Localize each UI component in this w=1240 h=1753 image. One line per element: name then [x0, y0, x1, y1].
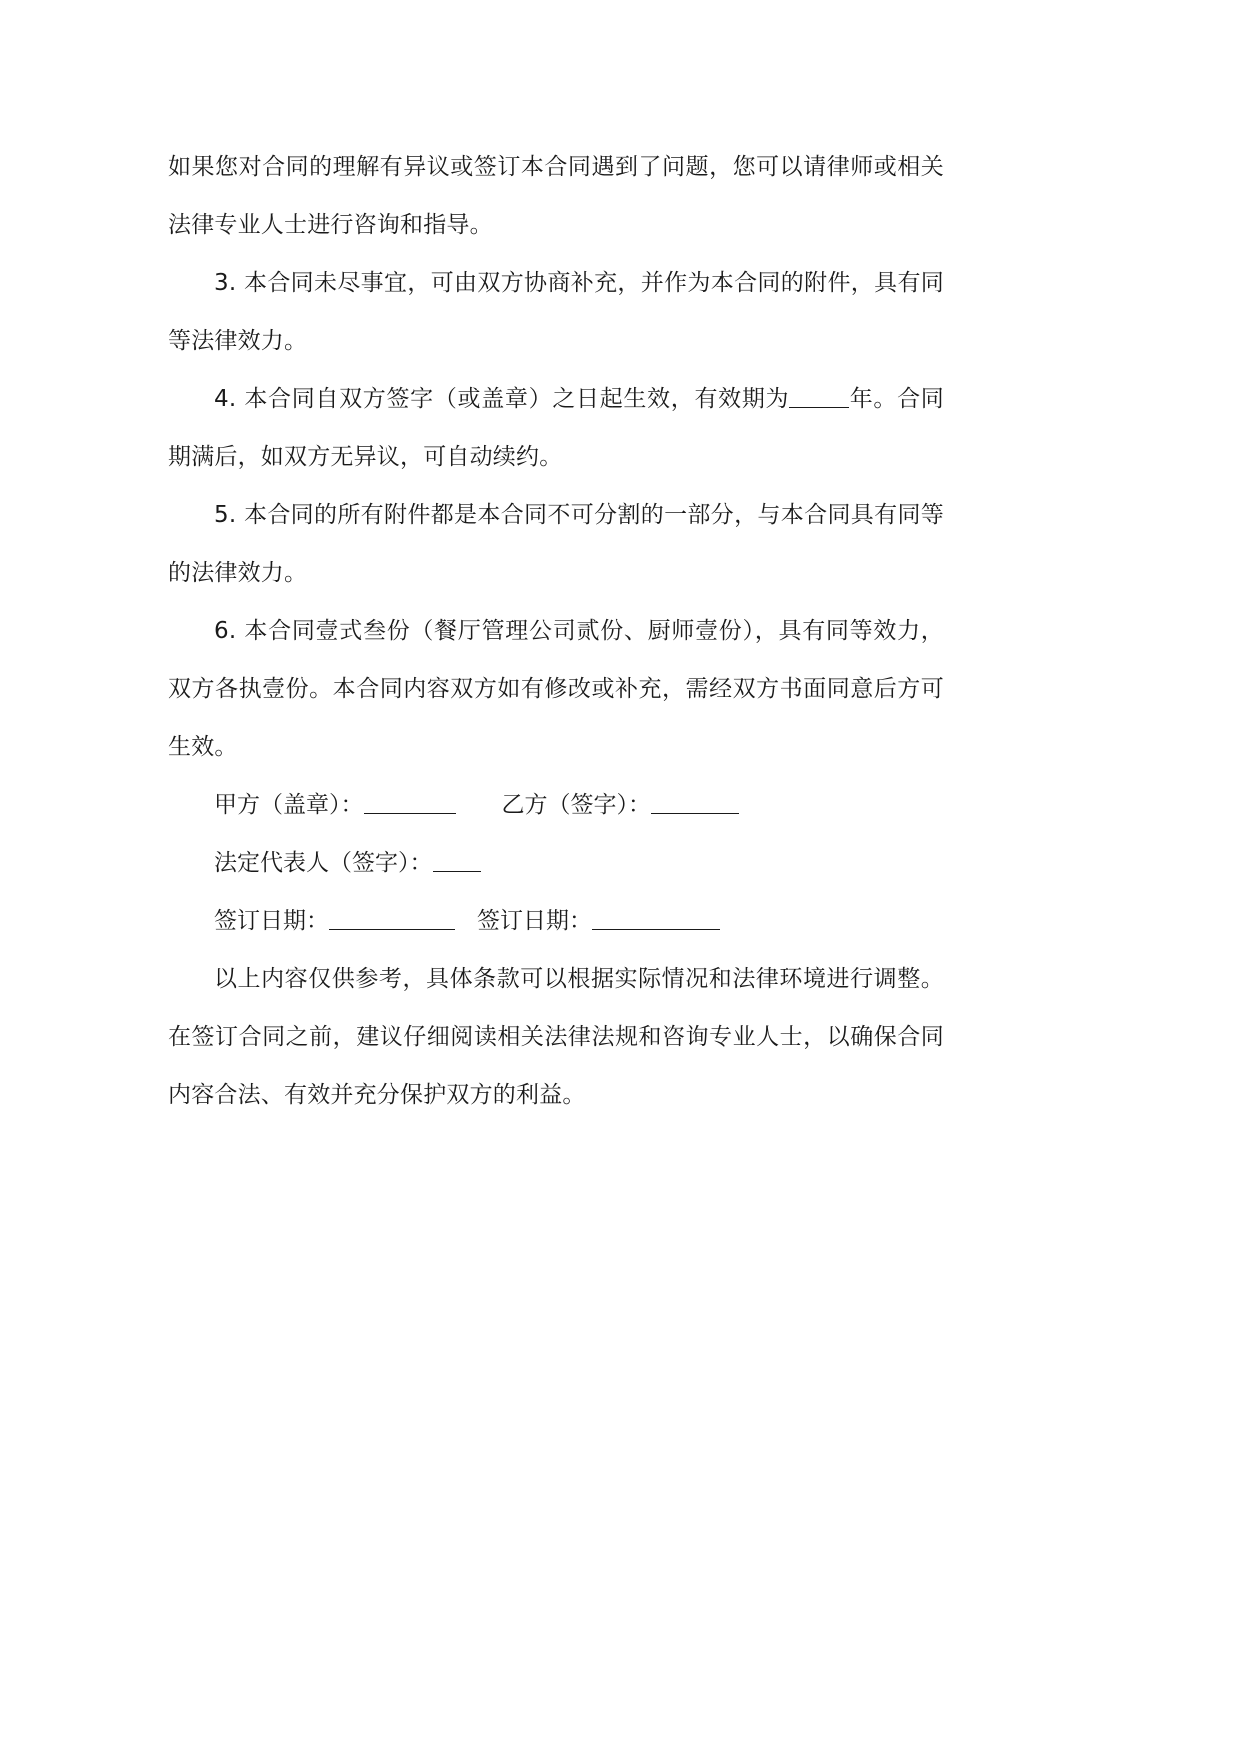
sign-date-a-blank[interactable]	[329, 907, 455, 930]
sign-date-b-label: 签订日期：	[477, 908, 592, 934]
sign-date-b-blank[interactable]	[592, 907, 720, 930]
signature-row-parties	[168, 776, 944, 834]
clause-4-text-after: 年。合同期满后，如双方无异议，可自动续约。	[168, 386, 944, 470]
validity-years-blank[interactable]	[789, 385, 849, 408]
paragraph-clause-4	[168, 370, 944, 486]
paragraph-clause-3: 3. 本合同未尽事宜，可由双方协商补充，并作为本合同的附件，具有同等法律效力。	[168, 270, 944, 354]
paragraph-clause-5: 5. 本合同的所有附件都是本合同不可分割的一部分，与本合同具有同等的法律效力。	[168, 502, 944, 586]
party-b-signature-blank[interactable]	[651, 791, 739, 814]
party-b-label: 乙方（签字）：	[501, 792, 651, 818]
party-a-label: 甲方（盖章）：	[214, 792, 364, 818]
paragraph-closing-note: 以上内容仅供参考，具体条款可以根据实际情况和法律环境进行调整。在签订合同之前，建议仔细阅读相关法律法规和咨询专业人士，以确保合同内容合法、有效并充分保护双方的利益。	[168, 966, 944, 1108]
signature-row-dates	[168, 892, 944, 950]
document-page	[168, 138, 944, 1124]
clause-4-text-before: 4. 本合同自双方签字（或盖章）之日起生效，有效期为	[214, 386, 790, 412]
legal-rep-signature-blank[interactable]	[433, 849, 481, 872]
sign-date-a-label: 签订日期：	[214, 908, 329, 934]
party-a-signature-blank[interactable]	[364, 791, 456, 814]
signature-row-legal-rep	[168, 834, 944, 892]
legal-rep-label: 法定代表人（签字）：	[214, 850, 433, 876]
paragraph-consult-advice: 如果您对合同的理解有异议或签订本合同遇到了问题，您可以请律师或相关法律专业人士进行咨询和指导。	[168, 154, 944, 238]
paragraph-clause-6: 6. 本合同壹式叁份（餐厅管理公司贰份、厨师壹份），具有同等效力，双方各执壹份。本合同内容双方如有修改或补充，需经双方书面同意后方可生效。	[168, 618, 944, 760]
